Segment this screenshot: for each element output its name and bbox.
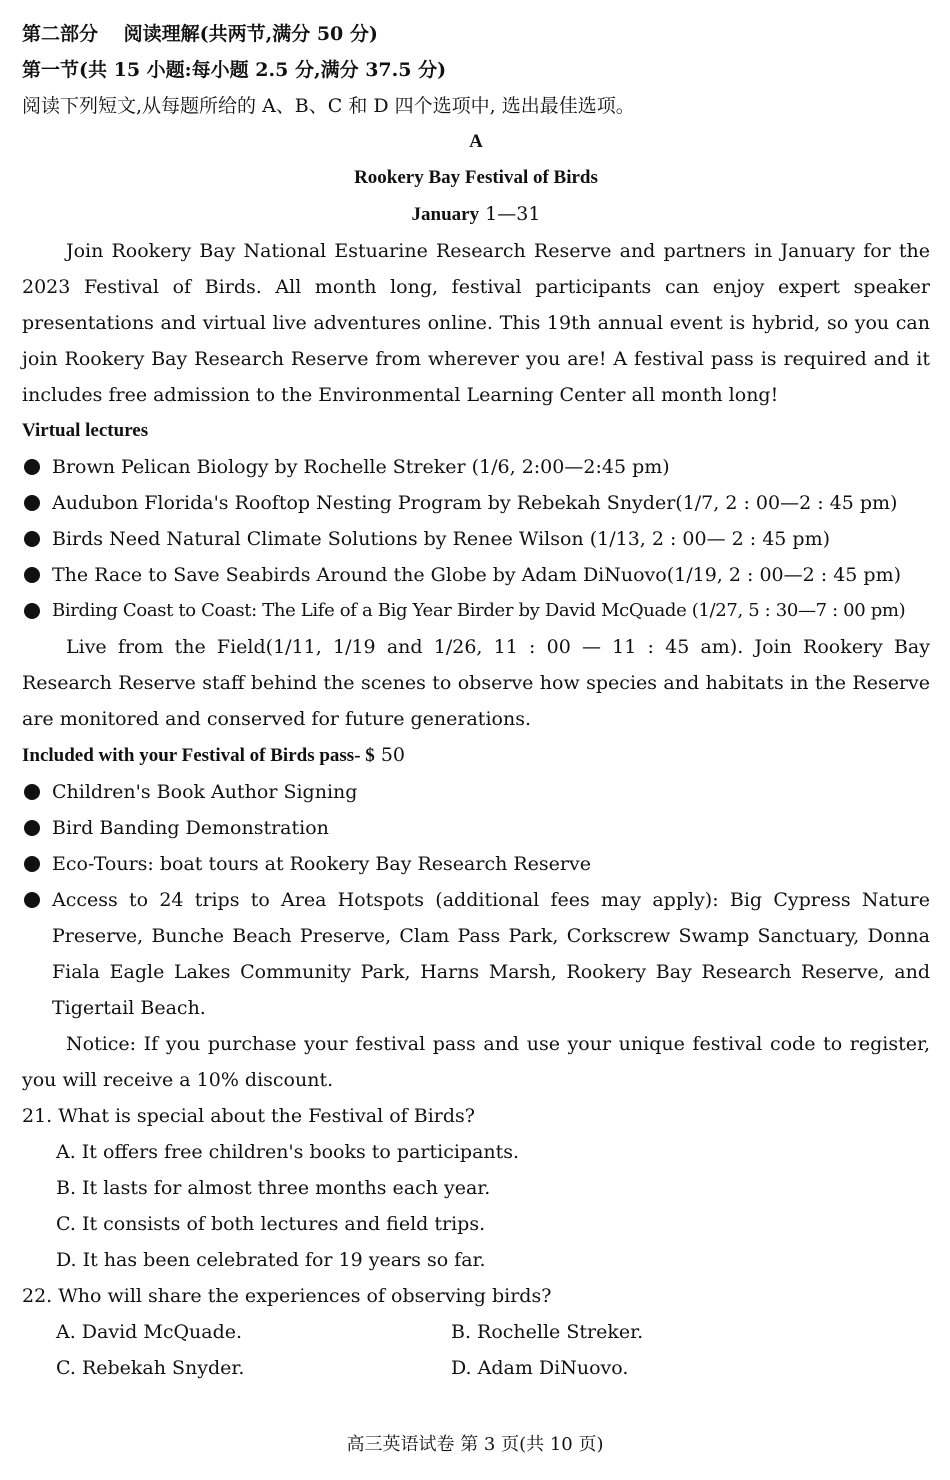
- pass-item: Eco-Tours: boat tours at Rookery Bay Research Reserve: [22, 846, 930, 882]
- question-22-option-c: C. Rebekah Snyder.: [56, 1357, 245, 1379]
- pass-price: 50: [380, 744, 406, 766]
- question-22-stem: 22. Who will share the experiences of observing birds?: [22, 1285, 552, 1307]
- bullet-icon: [24, 531, 40, 547]
- bullet-icon: [24, 784, 40, 800]
- intro-paragraph: Join Rookery Bay National Estuarine Research Reserve and partners in January for the 2023 Festival of Birds. All month long, festival participants can enjoy expert speaker presentations and virtual live adventures online. This 19th annual event is hybrid, so you can join Rookery Bay Research Reserve from wherever you are! A festival pass is required and it includes free admission to the Environmental Learning Center all month long!: [22, 240, 930, 406]
- bullet-icon: [24, 856, 40, 872]
- date-label: January: [411, 204, 480, 225]
- lectures-heading: Virtual lectures: [22, 420, 149, 441]
- pass-item: Children's Book Author Signing: [22, 774, 930, 810]
- page-footer: 高三英语试卷 第 3 页(共 10 页): [346, 1434, 604, 1455]
- question-22-option-d: D. Adam DiNuovo.: [451, 1357, 629, 1379]
- pass-heading-line: [22, 737, 930, 774]
- lecture-item: Birds Need Natural Climate Solutions by Renee Wilson (1/13, 2 : 00— 2 : 45 pm): [22, 521, 930, 557]
- passage-letter: A: [469, 131, 483, 152]
- notice-paragraph: Notice: If you purchase your festival pass and use your unique festival code to register, you will receive a 10% discount.: [22, 1033, 930, 1091]
- passage-title: Rookery Bay Festival of Birds: [354, 167, 598, 188]
- question-22-options-row-1: [22, 1314, 930, 1350]
- bullet-icon: [24, 495, 40, 511]
- pass-heading: Included with your Festival of Birds pass- $: [22, 745, 375, 766]
- section-title: 第一节(共 15 小题:每小题 2.5 分,满分 37.5 分): [22, 59, 447, 81]
- question-22-option-b: B. Rochelle Streker.: [451, 1321, 644, 1343]
- lecture-item: Audubon Florida's Rooftop Nesting Program by Rebekah Snyder(1/7, 2 : 00—2 : 45 pm): [22, 485, 930, 521]
- question-21-option-a: A. It offers free children's books to participants.: [56, 1141, 520, 1163]
- instructions: 阅读下列短文,从每题所给的 A、B、C 和 D 四个选项中, 选出最佳选项。: [22, 95, 635, 117]
- bullet-icon: [24, 892, 40, 908]
- lecture-item: The Race to Save Seabirds Around the Globe by Adam DiNuovo(1/19, 2 : 00—2 : 45 pm): [22, 557, 930, 593]
- exam-page: [22, 16, 930, 1386]
- passage-date: [22, 196, 930, 233]
- bullet-icon: [24, 820, 40, 836]
- question-21-option-c: C. It consists of both lectures and field trips.: [56, 1213, 486, 1235]
- bullet-icon: [24, 567, 40, 583]
- question-22-option-a: A. David McQuade.: [56, 1321, 243, 1343]
- pass-item: Access to 24 trips to Area Hotspots (additional fees may apply): Big Cypress Nature Preserve, Bunche Beach Preserve, Clam Pass Park, Corkscrew Swamp Sanctuary, Donna Fiala Eagle Lakes Community Park, Harns Marsh, Rookery Bay Research Reserve, and Tigertail Beach.: [22, 882, 930, 1026]
- question-21-option-b: B. It lasts for almost three months each year.: [56, 1177, 491, 1199]
- live-field-paragraph: Live from the Field(1/11, 1/19 and 1/26, 11 : 00 — 11 : 45 am). Join Rookery Bay Research Reserve staff behind the scenes to observe how species and habitats in the Reserve are monitored and conserved for future generations.: [22, 636, 930, 730]
- bullet-icon: [24, 459, 40, 475]
- question-21-stem: 21. What is special about the Festival of Birds?: [22, 1105, 475, 1127]
- bullet-icon: [24, 603, 40, 619]
- lecture-item: Brown Pelican Biology by Rochelle Streker (1/6, 2:00—2:45 pm): [22, 449, 930, 485]
- part-title: 第二部分 阅读理解(共两节,满分 50 分): [22, 23, 378, 45]
- question-22-options-row-2: [22, 1350, 930, 1386]
- date-value: 1—31: [485, 203, 541, 225]
- lecture-item: Birding Coast to Coast: The Life of a Big Year Birder by David McQuade (1/27, 5 : 30—7 : 00 pm): [22, 593, 930, 629]
- pass-item: Bird Banding Demonstration: [22, 810, 930, 846]
- question-21-option-d: D. It has been celebrated for 19 years so far.: [56, 1249, 486, 1271]
